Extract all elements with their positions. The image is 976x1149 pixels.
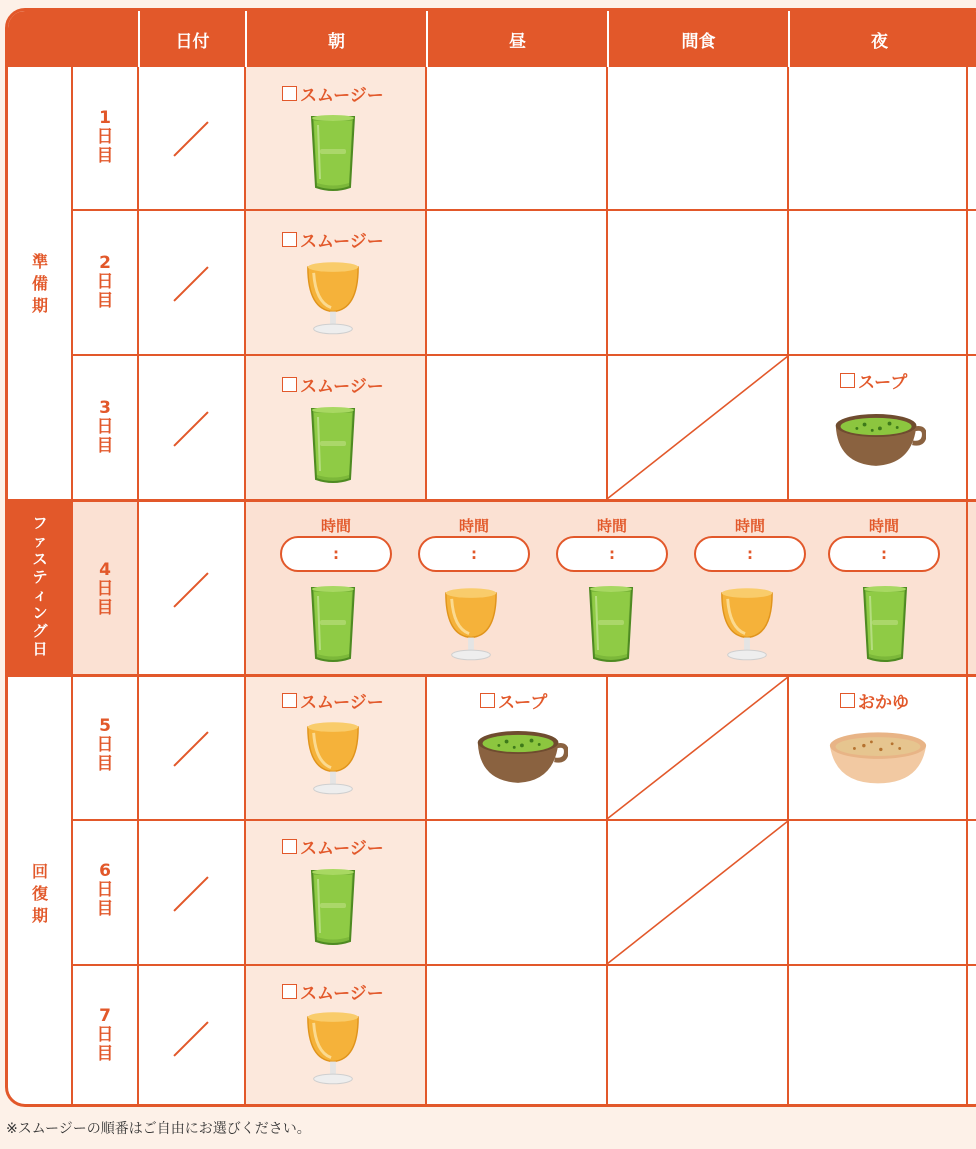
time-input[interactable]: : bbox=[418, 536, 530, 572]
checkbox[interactable] bbox=[840, 373, 855, 388]
orange-smoothie-goblet-icon bbox=[304, 259, 362, 337]
phase-label-recovery: 回 復 期 bbox=[31, 862, 48, 925]
green-smoothie-glass-icon bbox=[308, 403, 358, 487]
checkbox[interactable] bbox=[480, 693, 495, 708]
time-input[interactable]: : bbox=[694, 536, 806, 572]
header-date: 日付 bbox=[138, 11, 245, 67]
checkbox[interactable] bbox=[282, 377, 297, 392]
header-lunch: 昼 bbox=[426, 11, 607, 67]
checkbox[interactable] bbox=[282, 232, 297, 247]
green-smoothie-glass-icon bbox=[308, 865, 358, 949]
time-input[interactable]: : bbox=[556, 536, 668, 572]
checkbox-item-smoothie[interactable]: スムージー bbox=[282, 81, 384, 106]
green-smoothie-glass-icon bbox=[586, 583, 636, 665]
orange-smoothie-goblet-icon bbox=[304, 719, 362, 797]
orange-smoothie-goblet-icon bbox=[304, 1009, 362, 1087]
footnote: ※スムージーの順番はご自由にお選びください。 bbox=[6, 1121, 311, 1137]
time-label: 時間 bbox=[734, 517, 765, 535]
checkbox-item-smoothie[interactable]: スムージー bbox=[282, 979, 384, 1004]
checkbox-item-porridge[interactable]: おかゆ bbox=[840, 688, 909, 713]
green-smoothie-glass-icon bbox=[860, 583, 910, 665]
day-label-4: 4 日 目 bbox=[96, 560, 114, 618]
time-input[interactable]: : bbox=[828, 536, 940, 572]
checkbox[interactable] bbox=[282, 86, 297, 101]
checkbox-item-smoothie[interactable]: スムージー bbox=[282, 227, 384, 252]
soup-bowl-icon bbox=[472, 721, 568, 789]
checkbox-item-soup[interactable]: スープ bbox=[480, 688, 547, 713]
meal-plan-table bbox=[5, 8, 976, 1107]
time-input[interactable]: : bbox=[280, 536, 392, 572]
checkbox-item-soup[interactable]: スープ bbox=[840, 368, 907, 393]
orange-smoothie-goblet-icon bbox=[718, 585, 776, 663]
day-label-5: 5 日 目 bbox=[96, 716, 114, 774]
day-label-3: 3 日 目 bbox=[96, 398, 114, 456]
green-smoothie-glass-icon bbox=[308, 111, 358, 195]
header-snack: 間食 bbox=[607, 11, 788, 67]
day-label-6: 6 日 目 bbox=[96, 861, 114, 919]
day-label-1: 1 日 目 bbox=[96, 108, 114, 166]
time-label: 時間 bbox=[320, 517, 351, 535]
checkbox-item-smoothie[interactable]: スムージー bbox=[282, 372, 384, 397]
phase-label-fasting: フ ァ ス テ ィ ン グ 日 bbox=[32, 514, 48, 658]
checkbox[interactable] bbox=[282, 984, 297, 999]
soup-bowl-icon bbox=[830, 404, 926, 472]
phase-label-prep: 準 備 期 bbox=[31, 252, 48, 315]
header-breakfast: 朝 bbox=[245, 11, 426, 67]
time-label: 時間 bbox=[458, 517, 489, 535]
green-smoothie-glass-icon bbox=[308, 583, 358, 665]
checkbox-item-smoothie[interactable]: スムージー bbox=[282, 834, 384, 859]
time-label: 時間 bbox=[868, 517, 899, 535]
checkbox[interactable] bbox=[282, 693, 297, 708]
day-label-7: 7 日 目 bbox=[96, 1006, 114, 1064]
time-label: 時間 bbox=[596, 517, 627, 535]
day-label-2: 2 日 目 bbox=[96, 253, 114, 311]
checkbox-item-smoothie[interactable]: スムージー bbox=[282, 688, 384, 713]
header-dinner: 夜 bbox=[788, 11, 969, 67]
orange-smoothie-goblet-icon bbox=[442, 585, 500, 663]
porridge-bowl-icon bbox=[826, 723, 930, 789]
checkbox[interactable] bbox=[282, 839, 297, 854]
checkbox[interactable] bbox=[840, 693, 855, 708]
